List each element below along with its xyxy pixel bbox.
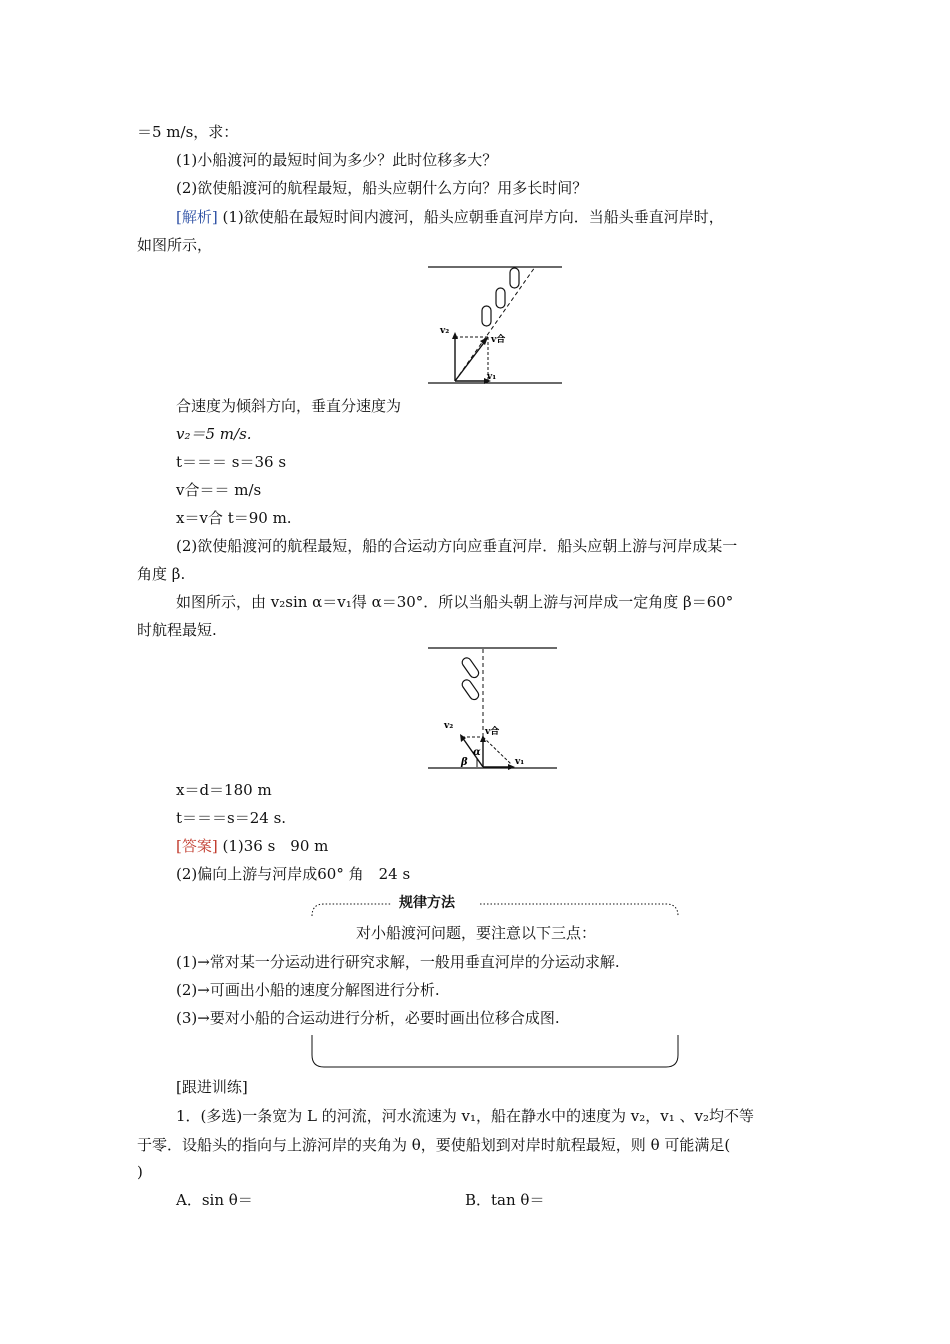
answer-tag: [答案] xyxy=(176,837,218,855)
problem-continuation: ＝5 m/s，求： xyxy=(137,123,239,141)
analysis-line-3: t＝＝＝ s＝36 s xyxy=(176,453,287,471)
practice-tag: [跟进训练] xyxy=(176,1078,248,1096)
question-1: (1)小船渡河的最短时间为多少？此时位移多大？ xyxy=(176,151,498,169)
boat-shape-2 xyxy=(496,288,505,308)
option-a: A．sin θ＝ xyxy=(176,1191,253,1209)
analysis-p3-cont: 时航程最短. xyxy=(137,621,217,639)
label-alpha: α xyxy=(473,747,481,758)
label-v-he: v合 xyxy=(491,335,506,345)
boat-shape-3 xyxy=(482,306,491,326)
answer-line-1 xyxy=(176,836,328,856)
analysis-paragraph-3: 如图所示，由 v₂sin α＝v₁得 α＝30°．所以当船头朝上游与河岸成一定角度 β＝60° xyxy=(176,593,734,611)
label-v1: v₁ xyxy=(487,372,497,382)
label-beta: β xyxy=(461,757,468,768)
label-v1: v₁ xyxy=(515,757,525,767)
figure-shortest-path xyxy=(425,643,560,773)
method-item-3: (3)→要对小船的合运动进行分析，必要时画出位移合成图. xyxy=(176,1009,560,1027)
method-intro: 对小船渡河问题，要注意以下三点： xyxy=(356,924,597,942)
boat-shape-1 xyxy=(460,656,480,679)
v2-arrowhead xyxy=(452,332,458,339)
analysis-tag: [解析] xyxy=(176,208,218,226)
analysis-paragraph-2: (2)欲使船渡河的航程最短，船的合运动方向应垂直河岸．船头应朝上游与河岸成某一 xyxy=(176,537,738,555)
v1-arrowhead xyxy=(508,764,515,770)
analysis-paragraph-1 xyxy=(176,207,724,227)
method-title: 规律方法 xyxy=(395,892,459,912)
answer-2: (2)偏向上游与河岸成60° 角 24 s xyxy=(176,865,411,883)
resultant-arrow xyxy=(455,340,486,381)
analysis-p1-text: (1)欲使船在最短时间内渡河，船头应朝垂直河岸方向．当船头垂直河岸时， xyxy=(222,208,724,226)
boat-shape-2 xyxy=(460,678,480,701)
figure-shortest-time xyxy=(425,260,565,388)
method-box-top-border xyxy=(310,900,680,918)
label-v2: v₂ xyxy=(444,721,454,731)
analysis-p1-cont: 如图所示， xyxy=(137,236,213,254)
analysis-line-6: x＝d＝180 m xyxy=(176,781,272,799)
answer-1: (1)36 s 90 m xyxy=(222,837,329,855)
practice-q1-line-1: 1．(多选)一条宽为 L 的河流，河水流速为 v₁，船在静水中的速度为 v₂，v₁ 、v₂均不等 xyxy=(176,1107,755,1125)
analysis-line-1: 合速度为倾斜方向，垂直分速度为 xyxy=(176,397,402,415)
analysis-line-4: v合＝＝ m/s xyxy=(176,481,262,499)
question-2: (2)欲使船渡河的航程最短，船头应朝什么方向？用多长时间？ xyxy=(176,179,588,197)
label-v-he: v合 xyxy=(485,727,500,737)
boat-shape-1 xyxy=(510,268,519,288)
analysis-line-2: v₂＝5 m/s. xyxy=(176,425,252,443)
dashed-diagonal xyxy=(483,737,511,764)
method-item-2: (2)→可画出小船的速度分解图进行分析. xyxy=(176,981,440,999)
label-v2: v₂ xyxy=(440,326,450,336)
analysis-line-7: t＝＝＝s＝24 s. xyxy=(176,809,287,827)
method-box-bottom-border xyxy=(310,1035,680,1069)
practice-q1-line-2: 于零．设船头的指向与上游河岸的夹角为 θ，要使船划到对岸时航程最短，则 θ 可能满足( xyxy=(137,1136,731,1154)
analysis-p2-cont: 角度 β. xyxy=(137,565,186,583)
analysis-line-5: x＝v合 t＝90 m. xyxy=(176,509,292,527)
option-b: B．tan θ＝ xyxy=(465,1191,545,1209)
practice-q1-line-3: ) xyxy=(137,1163,143,1181)
method-item-1: (1)→常对某一分运动进行研究求解，一般用垂直河岸的分运动求解. xyxy=(176,953,620,971)
path-dashed-line xyxy=(455,267,535,381)
